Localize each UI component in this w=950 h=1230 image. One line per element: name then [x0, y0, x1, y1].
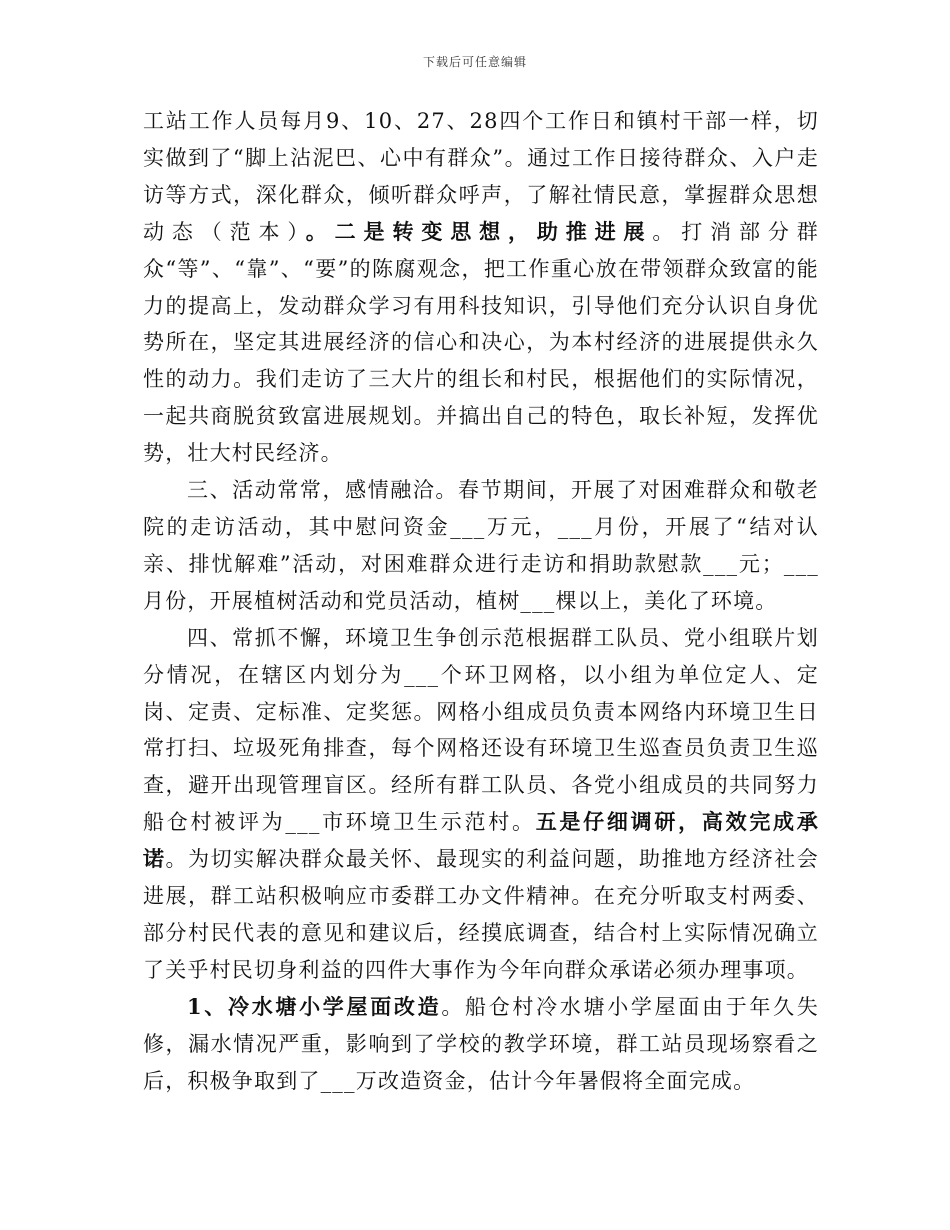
paragraph-3-text-continued: 。为切实解决群众最关怀、最现实的利益问题，助推地方经济社会进展，群工站积极响应市委群工办文件精神。在充分听取支村两委、部分村民代表的意见和建议后，经摸底调查，结合村上实际情况确立了关乎村民切身利益的四件大事作为今年向群众承诺必须办理事项。 [143, 847, 819, 982]
paragraph-2-text: 三、活动常常，感情融洽。春节期间，开展了对困难群众和敬老院的走访活动，其中慰问资金___万元，___月份，开展了“结对认亲、排忧解难”活动，对困难群众进行走访和捐助款慰款___元；___月份，开展植树活动和党员活动，植树___棵以上，美化了环境。 [143, 478, 819, 613]
paragraph-3-bold-heading: 五是仔细调研，高效完成承诺 [143, 809, 819, 872]
paragraph-4-bold-heading: 1、冷水塘小学屋面改造 [187, 993, 442, 1019]
document-body [143, 103, 819, 1099]
paragraph-4-text: 。船仓村冷水塘小学屋面由于年久失修，漏水情况严重，影响到了学校的教学环境，群工站员现场察看之后，积极争取到了___万改造资金，估计今年暑假将全面完成。 [143, 994, 820, 1093]
paragraph-3 [143, 620, 819, 989]
paragraph-1-text: 工站工作人员每月9、10、27、28四个工作日和镇村干部一样，切实做到了“脚上沾泥巴、心中有群众”。通过工作日接待群众、入户走访等方式，深化群众，倾听群众呼声，了解社情民意，掌握群众思想动态（范本） [143, 109, 819, 244]
paragraph-3-text: 四、常抓不懈，环境卫生争创示范根据群工队员、党小组联片划分情况，在辖区内划分为___个环卫网格，以小组为单位定人、定岗、定责、定标准、定奖惩。网格小组成员负责本网络内环境卫生日常打扫、垃圾死角排查，每个网格还设有环境卫生巡查员负责卫生巡查，避开出现管理盲区。经所有群工队员、各党小组成员的共同努力船仓村被评为___市环境卫生示范村。 [143, 625, 819, 835]
paragraph-1 [143, 103, 819, 472]
paragraph-2 [143, 472, 819, 620]
paragraph-4 [143, 989, 819, 1100]
paragraph-1-text-continued: 。打消部分群众“等”、“靠”、“要”的陈腐观念，把工作重心放在带领群众致富的能力的提高上，发动群众学习有用科技知识，引导他们充分认识自身优势所在，坚定其进展经济的信心和决心，为本村经济的进展提供永久性的动力。我们走访了三大片的组长和村民，根据他们的实际情况，一起共商脱贫致富进展规划。并搞出自己的特色，取长补短，发挥优势，壮大村民经济。 [143, 219, 820, 466]
paragraph-1-bold-heading: 。二是转变思想，助推进展 [305, 218, 653, 244]
page-header: 下载后可任意编辑 [422, 55, 527, 69]
